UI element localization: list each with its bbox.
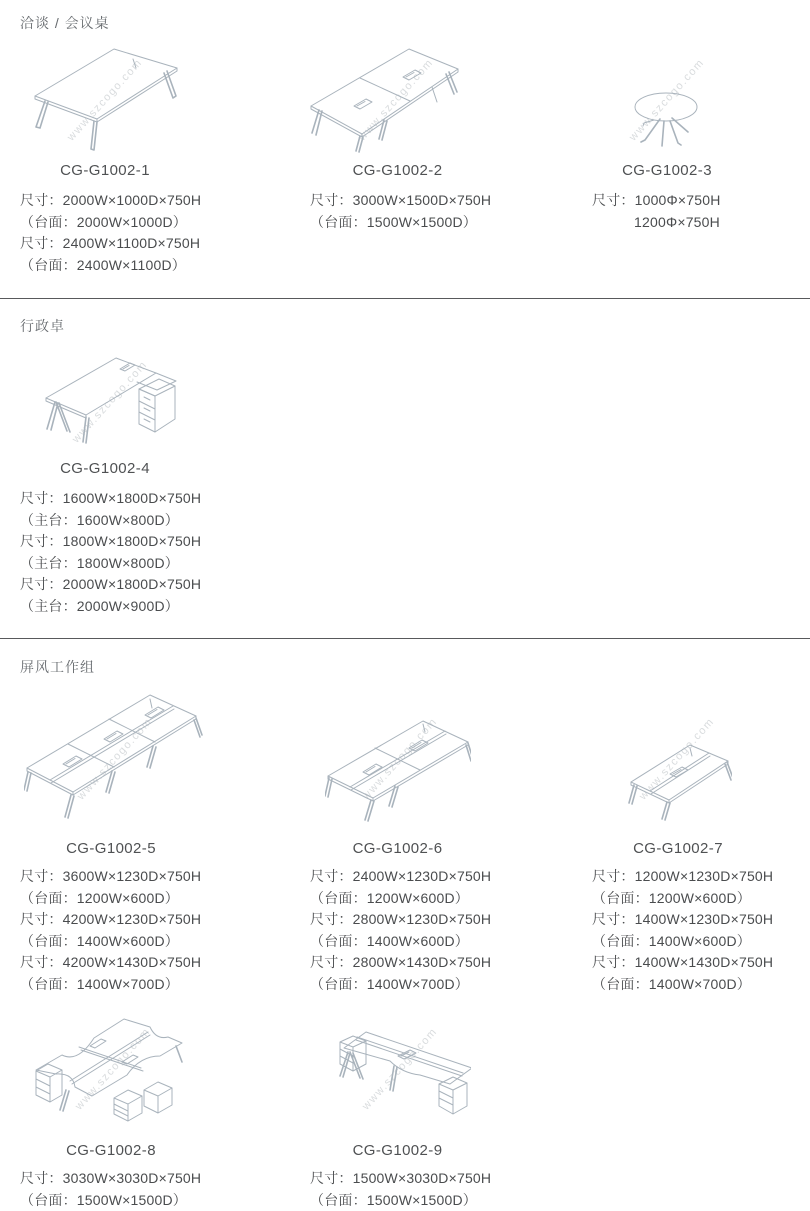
spec-line: 尺寸：4200W×1430D×750H [20, 954, 202, 971]
spec-line: 尺寸：1200W×1230D×750H [592, 868, 774, 884]
spec-line: 尺寸：1000Φ×750H [592, 192, 721, 208]
spec-list [20, 190, 201, 276]
spec-line: （台面：1500W×1500D） [310, 1191, 477, 1208]
spec-line: （台面：1400W×700D） [20, 975, 180, 992]
spec-line: 尺寸：1600W×1800D×750H [20, 490, 202, 506]
spec-line: 尺寸：1800W×1800D×750H [20, 533, 202, 550]
product-card [20, 690, 210, 996]
spec-line: （台面：1400W×700D） [310, 975, 470, 992]
product-card [20, 348, 201, 618]
model-number: CG-G1002-3 [622, 162, 712, 179]
product-card [20, 42, 201, 276]
product-figure [310, 690, 490, 822]
watermark-text: www.szcogo.com [70, 358, 150, 446]
watermark-text: www.szcogo.com [627, 56, 707, 144]
spec-line: （台面：2000W×1000D） [20, 213, 187, 230]
model-number: CG-G1002-5 [66, 840, 156, 857]
spec-line: 尺寸：2000W×1800D×750H [20, 576, 202, 593]
section-title-meeting-tables: 洽谈 / 会议桌 [20, 15, 110, 31]
l-shaped-executive-desk-illustration [42, 352, 177, 452]
product-figure [20, 348, 200, 452]
spec-line: 尺寸：3000W×1500D×750H [310, 192, 492, 208]
watermark-text: www.szcogo.com [637, 715, 717, 803]
watermark-text: www.szcogo.com [360, 715, 440, 803]
spec-list [20, 866, 210, 996]
spec-line: 1200Φ×750H [634, 213, 720, 230]
section-title-executive-desk: 行政卓 [20, 318, 65, 334]
spec-line: 尺寸：3030W×3030D×750H [20, 1170, 202, 1186]
section-title-screen-workstations: 屏风工作组 [20, 659, 95, 675]
four-seat-workstation-illustration [325, 716, 471, 822]
cross-four-person-workstation-illustration [30, 1010, 190, 1122]
spec-line: 尺寸：2800W×1430D×750H [310, 954, 492, 971]
spec-line: （台面：1400W×600D） [20, 932, 180, 949]
model-number: CG-G1002-9 [352, 1142, 443, 1159]
model-number: CG-G1002-7 [633, 840, 723, 857]
spec-line: 尺寸：3600W×1230D×750H [20, 868, 202, 884]
model-number: CG-G1002-2 [352, 162, 443, 179]
spec-line: （台面：2400W×1100D） [20, 256, 186, 273]
section-divider [0, 638, 810, 639]
round-table-illustration [632, 90, 702, 154]
watermark-text: www.szcogo.com [355, 56, 436, 144]
model-number: CG-G1002-6 [352, 840, 443, 857]
spec-list [20, 488, 201, 618]
spec-line: （台面：1200W×600D） [310, 889, 470, 906]
product-card [20, 1012, 205, 1211]
product-figure [308, 42, 483, 154]
model-number: CG-G1002-1 [60, 162, 150, 179]
spec-line: 尺寸：2800W×1230D×750H [310, 911, 492, 928]
watermark-text: www.szcogo.com [75, 715, 155, 803]
spec-line: （主台：2000W×900D） [20, 597, 180, 614]
section-divider [0, 298, 810, 299]
watermark-text: www.szcogo.com [72, 1025, 153, 1113]
six-seat-workstation-illustration [24, 690, 209, 822]
spec-line: 尺寸：2000W×1000D×750H [20, 192, 202, 208]
spec-line: 尺寸：4200W×1230D×750H [20, 911, 202, 928]
spec-line: （台面：1400W×700D） [592, 975, 752, 992]
spec-line: （台面：1500W×1500D） [20, 1191, 187, 1208]
spec-line: （台面：1500W×1500D） [310, 213, 477, 230]
spec-list [310, 1168, 491, 1211]
spec-line: （台面：1400W×600D） [310, 932, 470, 949]
spec-list [592, 190, 742, 233]
large-conference-table-illustration [308, 44, 460, 154]
spec-line: （主台：1800W×800D） [20, 554, 180, 571]
spec-line: （台面：1400W×600D） [592, 932, 752, 949]
spec-line: 尺寸：2400W×1100D×750H [20, 235, 201, 252]
two-seat-workstation-illustration [628, 738, 732, 822]
spec-line: 尺寸：2400W×1230D×750H [310, 868, 492, 884]
spec-line: （台面：1200W×600D） [592, 889, 752, 906]
spec-line: （台面：1200W×600D） [20, 889, 180, 906]
model-number: CG-G1002-4 [60, 460, 150, 477]
spec-list [20, 1168, 205, 1211]
product-card [290, 1012, 491, 1211]
product-figure [592, 690, 762, 822]
watermark-text: www.szcogo.com [65, 56, 145, 144]
spec-line: 尺寸：1400W×1430D×750H [592, 954, 774, 971]
model-number: CG-G1002-8 [66, 1142, 156, 1159]
product-figure [592, 42, 742, 154]
two-person-l-workstation-illustration [336, 1026, 471, 1122]
product-card [290, 42, 491, 233]
product-card [572, 42, 742, 233]
rect-conference-table-illustration [30, 42, 180, 154]
watermark-text: www.szcogo.com [360, 1025, 440, 1113]
spec-line: 尺寸：1400W×1230D×750H [592, 911, 774, 928]
product-figure [20, 690, 210, 822]
product-figure [20, 1012, 205, 1122]
spec-line: 尺寸：1500W×3030D×750H [310, 1170, 492, 1186]
spec-list [592, 866, 773, 996]
spec-list [310, 190, 491, 233]
spec-list [310, 866, 491, 996]
spec-line: （主台：1600W×800D） [20, 511, 180, 528]
product-card [572, 690, 773, 996]
product-figure [20, 42, 190, 154]
product-figure [310, 1012, 490, 1122]
product-card [290, 690, 491, 996]
